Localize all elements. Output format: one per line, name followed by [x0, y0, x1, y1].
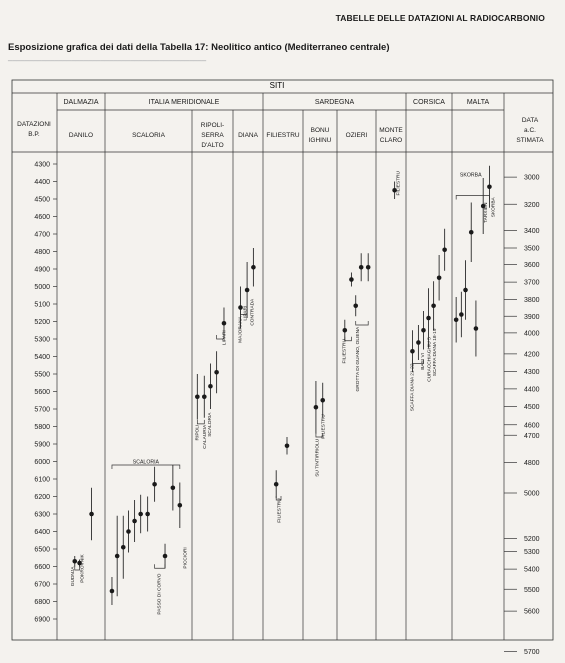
right-tick-label: 5500 — [524, 586, 540, 594]
site-label: FILIESTRU — [266, 132, 300, 139]
date-point — [72, 559, 77, 564]
date-point — [343, 328, 348, 333]
axes — [34, 162, 539, 663]
date-point — [487, 184, 492, 189]
date-point — [208, 384, 213, 389]
site-annotation: SKORBA — [459, 172, 482, 179]
right-tick-label: 4400 — [524, 386, 540, 394]
left-tick-label: 5700 — [34, 406, 50, 414]
chart-frame — [12, 80, 553, 640]
site-annotation: LIPARI — [243, 305, 249, 321]
site-annotation: RIPOLI — [195, 424, 201, 441]
site-annotation: TARXIEN — [483, 202, 489, 223]
right-tick-label: 4800 — [524, 459, 540, 467]
left-tick-label: 6500 — [34, 546, 50, 554]
date-point — [110, 589, 115, 594]
left-tick-label: 6300 — [34, 511, 50, 519]
left-tick-label: 6800 — [34, 599, 50, 606]
site-label: OZIERI — [345, 132, 368, 139]
site-label: BONU — [310, 127, 330, 134]
site-annotation: SCAFFA DIANA 21-22 — [410, 363, 416, 412]
date-point — [421, 328, 426, 333]
site-annotation: SCAFFA DIANA 18-19 — [433, 328, 439, 377]
site-label: DANILO — [68, 132, 94, 139]
right-axis-label: DATA — [521, 117, 539, 124]
date-point — [274, 482, 279, 487]
site-annotation: GROTTA DI GUANO, OLIENA — [355, 326, 361, 392]
left-tick-label: 6400 — [34, 529, 50, 536]
chart-border — [12, 80, 553, 640]
date-point — [121, 545, 126, 550]
site-annotations — [70, 170, 496, 614]
left-tick-label: 6900 — [34, 616, 50, 624]
group-bracket — [456, 196, 489, 200]
site-annotation: PASSO DI CORVO — [157, 573, 163, 615]
date-point — [366, 265, 371, 270]
date-point — [442, 247, 447, 252]
right-tick-label: 3800 — [524, 297, 540, 305]
right-tick-label: 5000 — [524, 490, 540, 498]
site-annotation: PICCIORI — [183, 547, 189, 569]
right-tick-label: 5400 — [524, 566, 540, 574]
date-point — [320, 398, 325, 403]
site-annotation: GUDNJA — [71, 566, 77, 587]
site-annotation: SCALORIA — [132, 459, 160, 466]
date-point — [178, 503, 183, 508]
site-annotation: SKORBA — [491, 197, 497, 218]
left-tick-label: 5100 — [34, 301, 50, 309]
site-annotation: MAJORANA — [238, 316, 244, 343]
site-label: SCALORIA — [132, 132, 165, 139]
date-point — [359, 265, 364, 270]
date-point — [349, 277, 354, 282]
left-tick-label: 6100 — [34, 476, 50, 484]
group-bracket — [155, 564, 165, 568]
left-tick-label: 4600 — [34, 214, 50, 221]
date-point — [459, 312, 464, 317]
site-label: RIPOLI- — [200, 122, 225, 129]
site-label: MONTE — [379, 127, 403, 134]
show-through-text: ━━━━━━━━━━━━━━━━━━━━━━━━━━━━━━━━━━━━━━━━━━━━━━━ — [8, 58, 207, 65]
left-tick-label: 6000 — [34, 459, 50, 466]
site-label: SERRA — [201, 132, 224, 139]
date-point — [251, 265, 256, 270]
group-bracket — [197, 420, 204, 424]
date-point — [195, 394, 200, 399]
date-point — [138, 512, 143, 517]
date-point — [163, 554, 168, 559]
left-tick-label: 4700 — [34, 231, 50, 239]
right-axis-label: STIMATA — [516, 137, 544, 144]
region-label: CORSICA — [413, 99, 445, 106]
site-label: DIANA — [238, 132, 258, 139]
left-tick-label: 5400 — [34, 354, 50, 361]
right-tick-label: 5700 — [524, 648, 540, 656]
group-bracket — [112, 465, 180, 469]
date-point — [474, 326, 479, 331]
date-point — [437, 275, 442, 280]
date-point — [214, 370, 219, 375]
left-tick-label: 5800 — [34, 424, 50, 431]
right-axis-label: a.C. — [524, 127, 536, 134]
date-point — [115, 554, 120, 559]
left-tick-label: 5300 — [34, 336, 50, 344]
left-axis-label: B.P. — [28, 131, 40, 138]
date-point — [463, 288, 468, 293]
left-tick-label: 5900 — [34, 441, 50, 449]
date-point — [353, 303, 358, 308]
date-point — [431, 303, 436, 308]
site-label: D'ALTO — [201, 142, 224, 149]
left-tick-label: 4500 — [34, 196, 50, 204]
date-point — [202, 394, 207, 399]
left-tick-label: 4400 — [34, 179, 50, 186]
right-tick-label: 4000 — [524, 330, 540, 338]
site-label: IGHINU — [308, 137, 332, 144]
column-headers — [17, 99, 544, 149]
date-point — [145, 512, 150, 517]
site-annotation: POKROVNIK — [80, 554, 86, 583]
left-tick-label: 5200 — [34, 319, 50, 326]
left-tick-label: 5000 — [34, 284, 50, 291]
data-marks — [72, 166, 491, 605]
site-annotation: LIPARI — [222, 330, 228, 346]
figure-caption: Esposizione grafica dei dati della Tabella 17: Neolitico antico (Mediterraneo centrale) — [8, 42, 390, 53]
left-tick-label: 4800 — [34, 249, 50, 256]
left-tick-label: 5600 — [34, 389, 50, 396]
date-point — [314, 405, 319, 410]
right-tick-label: 3200 — [524, 201, 540, 209]
left-tick-label: 6600 — [34, 564, 50, 571]
date-point — [426, 316, 431, 321]
site-annotation: CONTRADA — [250, 298, 256, 326]
date-point — [132, 519, 137, 524]
date-point — [126, 529, 131, 534]
right-tick-label: 4200 — [524, 351, 540, 359]
left-tick-label: 6700 — [34, 581, 50, 589]
site-annotation: BASI VI — [420, 353, 426, 370]
date-point — [416, 340, 421, 345]
running-head: TABELLE DELLE DATAZIONI AL RADIOCARBONIO — [335, 13, 545, 23]
region-label: MALTA — [466, 99, 490, 106]
right-tick-label: 3700 — [524, 279, 540, 287]
site-annotation: SU TINTIRRIOLU — [315, 438, 321, 477]
site-label: CLARO — [379, 137, 403, 144]
right-tick-label: 4700 — [524, 432, 540, 440]
right-tick-label: 4500 — [524, 403, 540, 411]
date-point — [469, 230, 474, 235]
date-point — [89, 512, 94, 517]
right-tick-label: 5600 — [524, 608, 540, 616]
date-point — [285, 443, 290, 448]
date-point — [245, 288, 250, 293]
site-annotation: SCALORIA — [207, 412, 213, 437]
date-point — [454, 317, 459, 322]
chart-title: SITI — [269, 81, 285, 90]
right-tick-label: 3600 — [524, 262, 540, 270]
site-annotation: FILIESTRU — [396, 171, 402, 196]
left-tick-label: 4900 — [34, 266, 50, 274]
right-tick-label: 3400 — [524, 228, 540, 235]
right-tick-label: 5300 — [524, 549, 540, 557]
date-point — [222, 321, 227, 326]
right-tick-label: 3000 — [524, 174, 540, 182]
right-tick-label: 3900 — [524, 313, 540, 321]
date-point — [238, 305, 243, 310]
date-point — [152, 482, 157, 487]
left-tick-label: 6200 — [34, 494, 50, 501]
right-tick-label: 4600 — [524, 422, 540, 430]
date-point — [171, 485, 176, 490]
left-tick-label: 4300 — [34, 161, 50, 169]
region-label: ITALIA MERIDIONALE — [148, 99, 220, 106]
right-tick-label: 5200 — [524, 536, 540, 543]
site-annotation: FILIESTRU — [321, 414, 327, 439]
left-tick-label: 5500 — [34, 371, 50, 379]
site-annotation: FILIESTRU — [277, 498, 283, 523]
site-annotation: CALAURIA — [203, 424, 208, 449]
right-tick-label: 4300 — [524, 368, 540, 376]
left-axis-label: DATAZIONI — [17, 121, 51, 128]
date-point — [410, 349, 415, 354]
site-annotation: CURACCHIAGHIU 5 — [427, 337, 433, 382]
site-annotation: FILIESTRU — [342, 339, 348, 364]
region-label: DALMAZIA — [63, 99, 99, 106]
right-tick-label: 3500 — [524, 245, 540, 253]
region-label: SARDEGNA — [314, 99, 355, 106]
group-bracket — [356, 321, 368, 325]
